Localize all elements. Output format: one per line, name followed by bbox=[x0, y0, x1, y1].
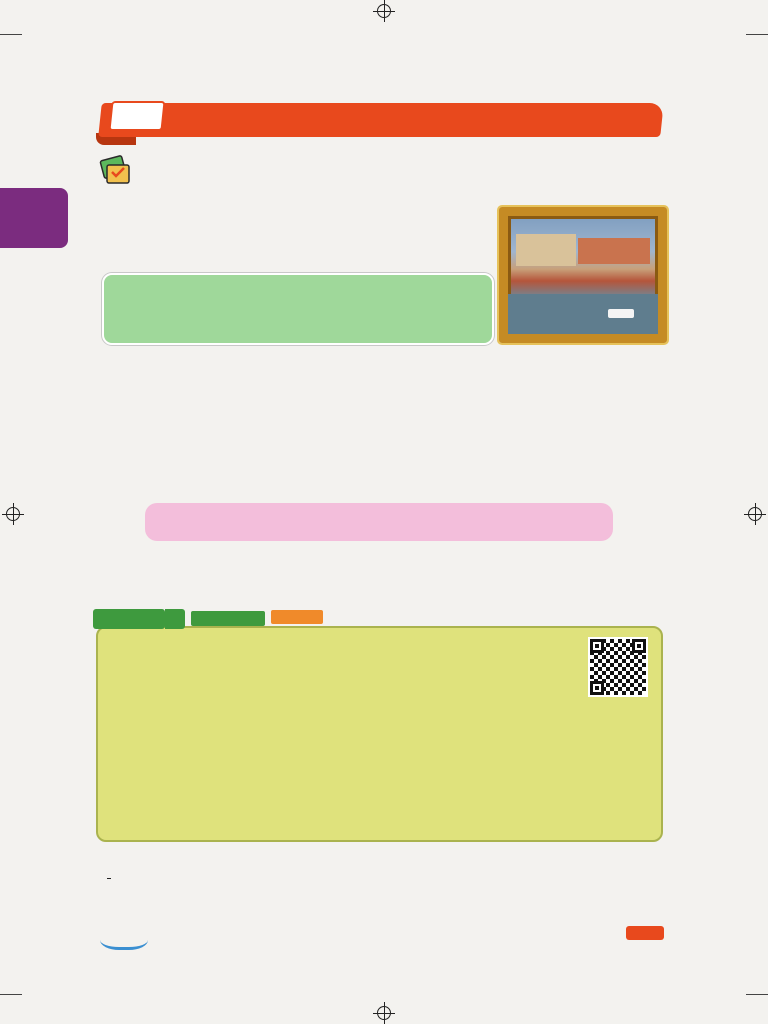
crop-mark bbox=[746, 994, 768, 995]
section-header-band bbox=[98, 103, 664, 137]
inquiry-box bbox=[96, 626, 663, 842]
registration-mark-top bbox=[377, 4, 391, 18]
learning-icon bbox=[98, 154, 134, 188]
book-icon bbox=[100, 925, 148, 950]
qr-code[interactable] bbox=[588, 637, 648, 697]
pak21-tag bbox=[271, 610, 323, 624]
chapter-tab bbox=[0, 188, 68, 248]
registration-mark-left bbox=[6, 507, 20, 521]
general-form-box bbox=[145, 503, 613, 541]
registration-mark-right bbox=[748, 507, 762, 521]
inquiry-label bbox=[93, 609, 165, 629]
inquiry-number bbox=[165, 609, 185, 629]
mode-tag bbox=[191, 611, 265, 626]
crop-mark bbox=[0, 34, 22, 35]
crop-mark bbox=[746, 34, 768, 35]
section-number-box bbox=[108, 101, 165, 131]
result-line-2 bbox=[103, 878, 115, 879]
framed-photo bbox=[499, 207, 667, 343]
registration-mark-bottom bbox=[377, 1006, 391, 1020]
crop-mark bbox=[0, 994, 22, 995]
fraction bbox=[107, 878, 111, 879]
standard-code-tag bbox=[626, 926, 664, 940]
situation-box bbox=[102, 273, 494, 345]
